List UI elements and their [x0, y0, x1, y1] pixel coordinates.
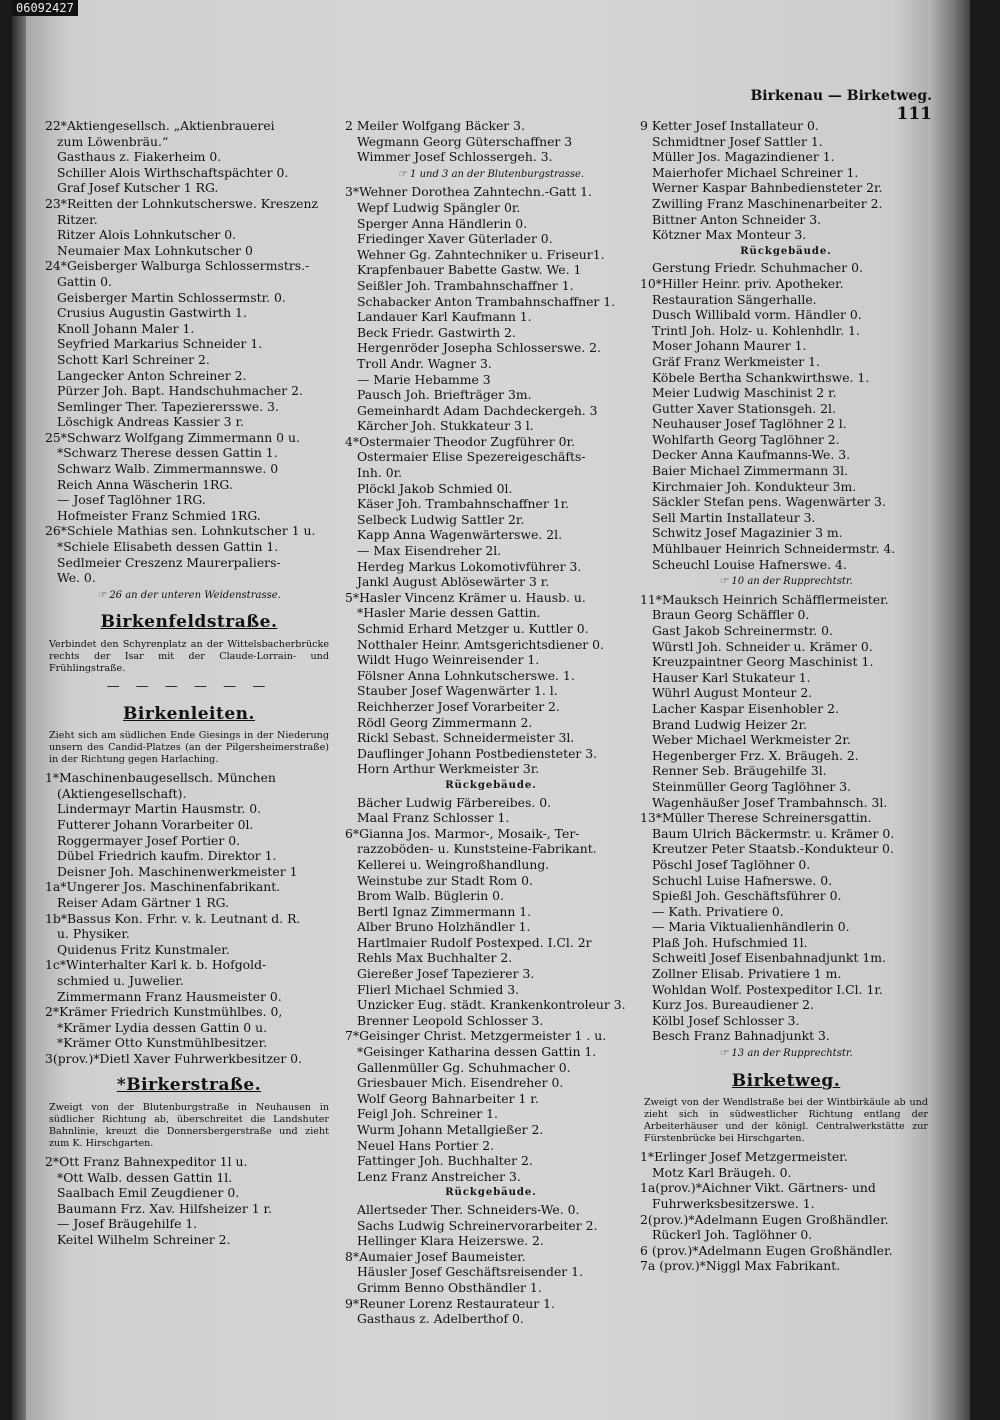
directory-entry: 13*Müller Therese Schreinersgattin.	[640, 810, 872, 826]
directory-entry: Bertl Ignaz Zimmermann 1.	[357, 903, 532, 919]
directory-entry: Gallenmüller Gg. Schuhmacher 0.	[357, 1059, 571, 1075]
directory-entry: Weber Michael Werkmeister 2r.	[652, 732, 851, 748]
directory-entry: Schweitl Josef Eisenbahnadjunkt 1m.	[652, 950, 886, 966]
directory-entry: Schwarz Walb. Zimmermannswe. 0	[57, 461, 279, 477]
directory-entry: Knoll Johann Maler 1.	[57, 320, 195, 336]
directory-entry: Deisner Joh. Maschinenwerkmeister 1	[57, 863, 298, 879]
directory-entry: Allertseder Ther. Schneiders-We. 0.	[357, 1201, 580, 1217]
directory-entry: 4*Ostermaier Theodor Zugführer 0r.	[345, 433, 575, 449]
directory-page	[12, 0, 970, 1420]
directory-entry: Wimmer Josef Schlossergeh. 3.	[357, 149, 553, 165]
directory-entry: Jankl August Ablösewärter 3 r.	[357, 574, 550, 590]
column-middle	[345, 118, 637, 1327]
directory-entry: Mühlbauer Heinrich Schneidermstr. 4.	[652, 541, 896, 557]
directory-entry: Rückerl Joh. Taglöhner 0.	[652, 1227, 813, 1243]
directory-entry: 6*Gianna Jos. Marmor-, Mosaik-, Ter-	[345, 825, 580, 841]
directory-entry: 25*Schwarz Wolfgang Zimmermann 0 u.	[45, 429, 300, 445]
directory-entry: Unzicker Eug. städt. Krankenkontroleur 3.	[357, 997, 626, 1013]
directory-entry: Maierhofer Michael Schreiner 1.	[652, 164, 859, 180]
directory-entry: 10*Hiller Heinr. priv. Apotheker.	[640, 275, 844, 291]
directory-entry: Friedinger Xaver Güterlader 0.	[357, 231, 553, 247]
directory-entry: Geisberger Martin Schlossermstr. 0.	[57, 289, 286, 305]
street-description: Verbindet den Schyrenplatz an der Wittelsbacherbrücke rechts der Isar mit der Claude-Lorrain- und Frühlingstraße.	[49, 639, 329, 674]
directory-entry: Kirchmaier Joh. Kondukteur 3m.	[652, 478, 857, 494]
directory-entry: 5*Hasler Vincenz Krämer u. Hausb. u.	[345, 589, 586, 605]
directory-entry: Sell Martin Installateur 3.	[652, 509, 816, 525]
directory-entry: 22*Aktiengesellsch. „Aktienbrauerei	[45, 118, 275, 133]
directory-entry: Besch Franz Bahnadjunkt 3.	[652, 1028, 830, 1044]
directory-entry: Futterer Johann Vorarbeiter 0l.	[57, 816, 254, 832]
directory-entry: u. Physiker.	[57, 926, 130, 942]
column-right	[640, 118, 932, 1274]
directory-entry: Kärcher Joh. Stukkateur 3 l.	[357, 418, 534, 434]
directory-entry: Rehls Max Buchhalter 2.	[357, 950, 513, 966]
directory-entry: Rickl Sebast. Schneidermeister 3l.	[357, 730, 575, 746]
directory-entry: Lacher Kaspar Eisenhobler 2.	[652, 700, 839, 716]
directory-entry: 26*Schiele Mathias sen. Lohnkutscher 1 u.	[45, 523, 316, 539]
rear-building-label: Rückgebäude.	[445, 779, 537, 791]
directory-entry: *Schiele Elisabeth dessen Gattin 1.	[57, 539, 279, 555]
directory-entry: Notthaler Heinr. Amtsgerichtsdiener 0.	[357, 636, 604, 652]
directory-entry: Trintl Joh. Holz- u. Kohlenhdlr. 1.	[652, 322, 860, 338]
directory-entry: *Krämer Otto Kunstmühlbesitzer.	[57, 1035, 268, 1051]
directory-entry: Sedlmeier Creszenz Maurerpaliers-	[57, 554, 281, 570]
directory-entry: — Josef Bräugehilfe 1.	[57, 1216, 198, 1232]
directory-entry: Moser Johann Maurer 1.	[652, 338, 807, 354]
archive-stamp: 06092427	[12, 0, 78, 16]
directory-entry: Schiller Alois Wirthschaftspächter 0.	[57, 164, 289, 180]
directory-entry: Gerstung Friedr. Schuhmacher 0.	[652, 260, 863, 276]
directory-entry: Reiser Adam Gärtner 1 RG.	[57, 894, 230, 910]
directory-entry: Hergenröder Josepha Schlosserswe. 2.	[357, 340, 601, 356]
directory-entry: Fölsner Anna Lohnkutscherswe. 1.	[357, 667, 575, 683]
directory-entry: Motz Karl Bräugeh. 0.	[652, 1164, 792, 1180]
directory-entry: 2*Krämer Friedrich Kunstmühlbes. 0,	[45, 1004, 283, 1020]
directory-entry: Fuhrwerksbesitzerswe. 1.	[652, 1196, 815, 1211]
directory-entry: Plöckl Jakob Schmied 0l.	[357, 480, 513, 496]
directory-entry: — Maria Viktualienhändlerin 0.	[652, 919, 850, 935]
street-heading: Birkenfeldstraße.	[100, 612, 278, 633]
directory-entry: Fattinger Joh. Buchhalter 2.	[357, 1153, 533, 1169]
directory-entry: Hartlmaier Rudolf Postexped. I.Cl. 2r	[357, 934, 592, 950]
directory-entry: Schwitz Josef Magazinier 3 m.	[652, 525, 843, 541]
directory-entry: Meier Ludwig Maschinist 2 r.	[652, 385, 837, 401]
directory-entry: *Hasler Marie dessen Gattin.	[357, 605, 541, 621]
directory-entry: Wolf Georg Bahnarbeiter 1 r.	[357, 1090, 539, 1106]
directory-entry: Köbele Bertha Schankwirthswe. 1.	[652, 369, 870, 385]
directory-entry: 2*Ott Franz Bahnexpeditor 1l u.	[45, 1154, 248, 1170]
directory-entry: 3*Wehner Dorothea Zahntechn.-Gatt 1.	[345, 184, 592, 200]
directory-entry: *Krämer Lydia dessen Gattin 0 u.	[57, 1019, 268, 1035]
directory-entry: schmied u. Juwelier.	[57, 972, 184, 988]
page-edge	[928, 0, 970, 1420]
directory-entry: Wohlfarth Georg Taglöhner 2.	[652, 431, 840, 447]
directory-entry: Lindermayr Martin Hausmstr. 0.	[57, 801, 262, 817]
directory-entry: razzoböden- u. Kunststeine-Fabrikant.	[357, 841, 597, 857]
directory-entry: Scheuchl Louise Hafnerswe. 4.	[652, 556, 847, 572]
directory-entry: Neumaier Max Lohnkutscher 0	[57, 242, 253, 258]
directory-entry: Hellinger Klara Heizerswe. 2.	[357, 1233, 544, 1249]
directory-entry: Gasthaus z. Fiakerheim 0.	[57, 149, 222, 165]
directory-entry: Wepf Ludwig Spängler 0r.	[357, 199, 521, 215]
rear-building-label: Rückgebäude.	[740, 245, 832, 257]
directory-entry: Würstl Joh. Schneider u. Krämer 0.	[652, 638, 873, 654]
binding-edge	[12, 0, 26, 1420]
directory-entry: *Geisinger Katharina dessen Gattin 1.	[357, 1044, 597, 1060]
directory-entry: Wildt Hugo Weinreisender 1.	[357, 652, 540, 668]
directory-entry: 9 Ketter Josef Installateur 0.	[640, 118, 819, 133]
directory-entry: Häusler Josef Geschäftsreisender 1.	[357, 1264, 583, 1280]
street-heading: *Birkerstraße.	[116, 1075, 262, 1096]
directory-entry: Gast Jakob Schreinermstr. 0.	[652, 623, 833, 638]
directory-entry: Troll Andr. Wagner 3.	[357, 355, 492, 371]
directory-entry: Kölbl Josef Schlosser 3.	[652, 1012, 800, 1028]
directory-entry: Schuchl Luise Hafnerswe. 0.	[652, 872, 833, 888]
directory-entry: Kapp Anna Wagenwärterswe. 2l.	[357, 527, 563, 543]
directory-entry: Pöschl Josef Taglöhner 0.	[652, 856, 811, 872]
directory-entry: Beck Friedr. Gastwirth 2.	[357, 324, 516, 340]
directory-entry: Flierl Michael Schmied 3.	[357, 981, 520, 997]
directory-entry: Pausch Joh. Briefträger 3m.	[357, 387, 532, 403]
directory-entry: 1c*Winterhalter Karl k. b. Hofgold-	[45, 957, 267, 973]
directory-entry: Feigl Joh. Schreiner 1.	[357, 1106, 498, 1122]
directory-entry: 2(prov.)*Adelmann Eugen Großhändler.	[640, 1211, 889, 1227]
directory-entry: — Marie Hebamme 3	[357, 371, 491, 387]
directory-entry: Landauer Karl Kaufmann 1.	[357, 309, 532, 325]
cross-reference-note: ☞ 26 an der unteren Weidenstrasse.	[97, 589, 281, 601]
directory-entry: Käser Joh. Trambahnschaffner 1r.	[357, 496, 570, 512]
directory-entry: Wührl August Monteur 2.	[652, 685, 813, 701]
directory-entry: Neuel Hans Portier 2.	[357, 1137, 495, 1153]
directory-entry: — Kath. Privatiere 0.	[652, 903, 784, 919]
directory-entry: Baum Ulrich Bäckermstr. u. Krämer 0.	[652, 825, 895, 841]
directory-entry: Kurz Jos. Bureaudiener 2.	[652, 997, 814, 1013]
directory-entry: Brand Ludwig Heizer 2r.	[652, 716, 808, 732]
directory-entry: Zimmermann Franz Hausmeister 0.	[57, 988, 282, 1004]
directory-entry: Dauflinger Johann Postbediensteter 3.	[357, 745, 598, 761]
directory-entry: — Josef Taglöhner 1RG.	[57, 492, 206, 508]
directory-entry: 23*Reitten der Lohnkutscherswe. Kreszenz	[45, 195, 318, 211]
directory-entry: Baier Michael Zimmermann 3l.	[652, 463, 848, 479]
directory-entry: Zollner Elisab. Privatiere 1 m.	[652, 966, 842, 982]
directory-entry: Roggermayer Josef Portier 0.	[57, 832, 241, 848]
directory-entry: 7*Geisinger Christ. Metzgermeister 1 . u.	[345, 1028, 607, 1044]
directory-entry: Brom Walb. Büglerin 0.	[357, 888, 504, 904]
column-left	[45, 118, 333, 1248]
directory-entry: 9*Reuner Lorenz Restaurateur 1.	[345, 1295, 555, 1311]
directory-entry: Seyfried Markarius Schneider 1.	[57, 336, 263, 352]
directory-entry: Semlinger Ther. Tapezierersswe. 3.	[57, 398, 279, 414]
directory-entry: Neuhauser Josef Taglöhner 2 l.	[652, 416, 847, 432]
directory-entry: Decker Anna Kaufmanns-We. 3.	[652, 447, 851, 463]
directory-entry: Dübel Friedrich kaufm. Direktor 1.	[57, 848, 277, 864]
directory-entry: Ostermaier Elise Spezereigeschäfts-	[357, 449, 586, 465]
street-description: Zieht sich am südlichen Ende Giesings in der Niederung unsern des Candid-Platzes (an der Pilgersheimerstraße) in der Richtung gegen Harlaching.	[49, 730, 329, 766]
directory-entry: Müller Jos. Magazindiener 1.	[652, 149, 835, 165]
directory-entry: Renner Seb. Bräugehilfe 3l.	[652, 763, 827, 779]
directory-entry: Ritzer Alois Lohnkutscher 0.	[57, 227, 237, 243]
directory-entry: Maal Franz Schlosser 1.	[357, 810, 510, 826]
directory-entry: (Aktiengesellschaft).	[57, 785, 187, 801]
directory-entry: Schott Karl Schreiner 2.	[57, 351, 210, 367]
directory-entry: 1b*Bassus Kon. Frhr. v. k. Leutnant d. R.	[45, 910, 301, 926]
directory-entry: Werner Kaspar Bahnbediensteter 2r.	[652, 180, 883, 196]
directory-entry: Lenz Franz Anstreicher 3.	[357, 1168, 521, 1184]
directory-entry: Baumann Frz. Xav. Hilfsheizer 1 r.	[57, 1200, 273, 1216]
directory-entry: Dusch Willibald vorm. Händler 0.	[652, 307, 862, 323]
street-heading: Birkenleiten.	[123, 703, 255, 724]
directory-entry: Grimm Benno Obsthändler 1.	[357, 1279, 542, 1295]
rear-building-label: Rückgebäude.	[445, 1187, 537, 1199]
directory-entry: Schmidtner Josef Sattler 1.	[652, 133, 823, 149]
directory-entry: Sperger Anna Händlerin 0.	[357, 215, 528, 231]
directory-entry: Krapfenbauer Babette Gastw. We. 1	[357, 262, 582, 278]
street-heading: Birketweg.	[731, 1070, 841, 1091]
directory-entry: Selbeck Ludwig Sattler 2r.	[357, 511, 525, 527]
directory-entry: Wegmann Georg Güterschaffner 3	[357, 133, 573, 149]
directory-entry: 6 (prov.)*Adelmann Eugen Großhändler.	[640, 1242, 893, 1258]
directory-entry: Alber Bruno Holzhändler 1.	[357, 919, 531, 935]
directory-entry: Crusius Augustin Gastwirth 1.	[57, 305, 247, 321]
directory-entry: Bächer Ludwig Färbereibes. 0.	[357, 794, 552, 810]
directory-entry: 8*Aumaier Josef Baumeister.	[345, 1248, 526, 1264]
directory-entry: Pürzer Joh. Bapt. Handschuhmacher 2.	[57, 383, 303, 399]
directory-entry: Wurm Johann Metallgießer 2.	[357, 1122, 544, 1137]
directory-entry: Gasthaus z. Adelberthof 0.	[357, 1311, 524, 1327]
street-description: Zweigt von der Wendlstraße bei der Wintbirkäule ab und zieht sich in südwestlicher Richtung entlang der Arbeiterhäuser und der königl. Centralwerkstätte zur Fürstenbrücke bei Hirschgarten.	[644, 1097, 928, 1145]
running-title: Birkenau — Birketweg.	[750, 88, 932, 104]
directory-entry: Kreuzpaintner Georg Maschinist 1.	[652, 654, 874, 670]
directory-entry: Kellerei u. Weingroßhandlung.	[357, 856, 550, 872]
directory-entry: Gutter Xaver Stationsgeh. 2l.	[652, 400, 836, 416]
directory-entry: 24*Geisberger Walburga Schlossermstrs.-	[45, 258, 310, 274]
directory-entry: Spießl Joh. Geschäftsführer 0.	[652, 888, 842, 904]
directory-entry: Hofmeister Franz Schmied 1RG.	[57, 507, 261, 523]
directory-entry: Kötzner Max Monteur 3.	[652, 227, 807, 243]
directory-entry: Sachs Ludwig Schreinervorarbeiter 2.	[357, 1217, 598, 1233]
directory-entry: Inh. 0r.	[357, 465, 403, 481]
cross-reference-note: ☞ 1 und 3 an der Blutenburgstrasse.	[397, 168, 585, 180]
directory-entry: Wagenhäußer Josef Trambahnsch. 3l.	[652, 794, 888, 810]
directory-entry: 1a*Ungerer Jos. Maschinenfabrikant.	[45, 879, 281, 895]
directory-entry: Gemeinhardt Adam Dachdeckergeh. 3	[357, 402, 598, 418]
directory-entry: Säckler Stefan pens. Wagenwärter 3.	[652, 494, 886, 510]
cross-reference-note: ☞ 13 an der Rupprechtstr.	[719, 1048, 853, 1060]
directory-entry: 11*Mauksch Heinrich Schäfflermeister.	[640, 591, 889, 607]
directory-entry: 3(prov.)*Dietl Xaver Fuhrwerkbesitzer 0.	[45, 1050, 303, 1066]
directory-entry: Griesbauer Mich. Eisendreher 0.	[357, 1075, 564, 1091]
directory-entry: Hauser Karl Stukateur 1.	[652, 669, 811, 685]
directory-entry: 1*Maschinenbaugesellsch. München	[45, 770, 276, 786]
directory-entry: Schabacker Anton Trambahnschaffner 1.	[357, 293, 616, 309]
street-description: Zweigt von der Blutenburgstraße in Neuhausen in südlicher Richtung ab, überschreitet die Landshuter Bahnlinie, kreuzt die Donnersbergerstraße und zieht zum K. Hirschgarten.	[49, 1102, 329, 1150]
directory-entry: Graf Josef Kutscher 1 RG.	[57, 180, 219, 196]
directory-entry: Seißler Joh. Trambahnschaffner 1.	[357, 277, 574, 293]
directory-entry: Keitel Wilhelm Schreiner 2.	[57, 1232, 231, 1248]
directory-entry: Bittner Anton Schneider 3.	[652, 211, 822, 227]
directory-entry: Reich Anna Wäscherin 1RG.	[57, 476, 233, 492]
directory-entry: Zwilling Franz Maschinenarbeiter 2.	[652, 195, 883, 211]
directory-entry: 2 Meiler Wolfgang Bäcker 3.	[345, 118, 525, 133]
directory-entry: 1*Erlinger Josef Metzgermeister.	[640, 1149, 848, 1165]
page-number: 111	[896, 104, 932, 124]
directory-entry: Herdeg Markus Lokomotivführer 3.	[357, 558, 582, 574]
directory-entry: Kreutzer Peter Staatsb.-Kondukteur 0.	[652, 841, 894, 857]
directory-entry: Wehner Gg. Zahntechniker u. Friseur1.	[357, 246, 605, 262]
directory-entry: Rödl Georg Zimmermann 2.	[357, 714, 533, 730]
directory-entry: Horn Arthur Werkmeister 3r.	[357, 761, 540, 777]
directory-entry: 1a(prov.)*Aichner Vikt. Gärtners- und	[640, 1180, 876, 1196]
directory-entry: *Schwarz Therese dessen Gattin 1.	[57, 445, 278, 461]
directory-entry: Gräf Franz Werkmeister 1.	[652, 353, 820, 369]
directory-entry: Saalbach Emil Zeugdiener 0.	[57, 1185, 240, 1201]
directory-entry: *Ott Walb. dessen Gattin 1l.	[57, 1169, 233, 1185]
directory-entry: Hegenberger Frz. X. Bräugeh. 2.	[652, 747, 859, 763]
directory-entry: Braun Georg Schäffler 0.	[652, 607, 810, 623]
cross-reference-note: ☞ 10 an der Rupprechtstr.	[719, 576, 853, 588]
directory-entry: Giereßer Josef Tapezierer 3.	[357, 966, 535, 982]
directory-entry: Weinstube zur Stadt Rom 0.	[357, 872, 533, 888]
directory-entry: Quidenus Fritz Kunstmaler.	[57, 941, 230, 957]
directory-entry: Plaß Joh. Hufschmied 1l.	[652, 934, 808, 950]
directory-entry: Löschigk Andreas Kassier 3 r.	[57, 414, 244, 430]
directory-entry: Ritzer.	[57, 211, 98, 227]
directory-entry: 7a (prov.)*Niggl Max Fabrikant.	[640, 1258, 841, 1274]
directory-entry: Schmid Erhard Metzger u. Kuttler 0.	[357, 621, 589, 636]
directory-entry: Gattin 0.	[57, 273, 112, 289]
directory-entry: Reichherzer Josef Vorarbeiter 2.	[357, 698, 560, 714]
directory-entry: Wohldan Wolf. Postexpeditor I.Cl. 1r.	[652, 981, 883, 997]
directory-entry: Steinmüller Georg Taglöhner 3.	[652, 778, 852, 794]
directory-entry: Langecker Anton Schreiner 2.	[57, 367, 247, 383]
directory-entry: We. 0.	[57, 570, 96, 586]
rule-divider: — — — — — —	[106, 679, 272, 694]
directory-entry: Restauration Sängerhalle.	[652, 291, 817, 307]
directory-entry: — Max Eisendreher 2l.	[357, 543, 502, 559]
directory-entry: Stauber Josef Wagenwärter 1. l.	[357, 683, 558, 699]
directory-entry: Brenner Leopold Schlosser 3.	[357, 1012, 544, 1028]
directory-entry: zum Löwenbräu.“	[57, 133, 169, 149]
